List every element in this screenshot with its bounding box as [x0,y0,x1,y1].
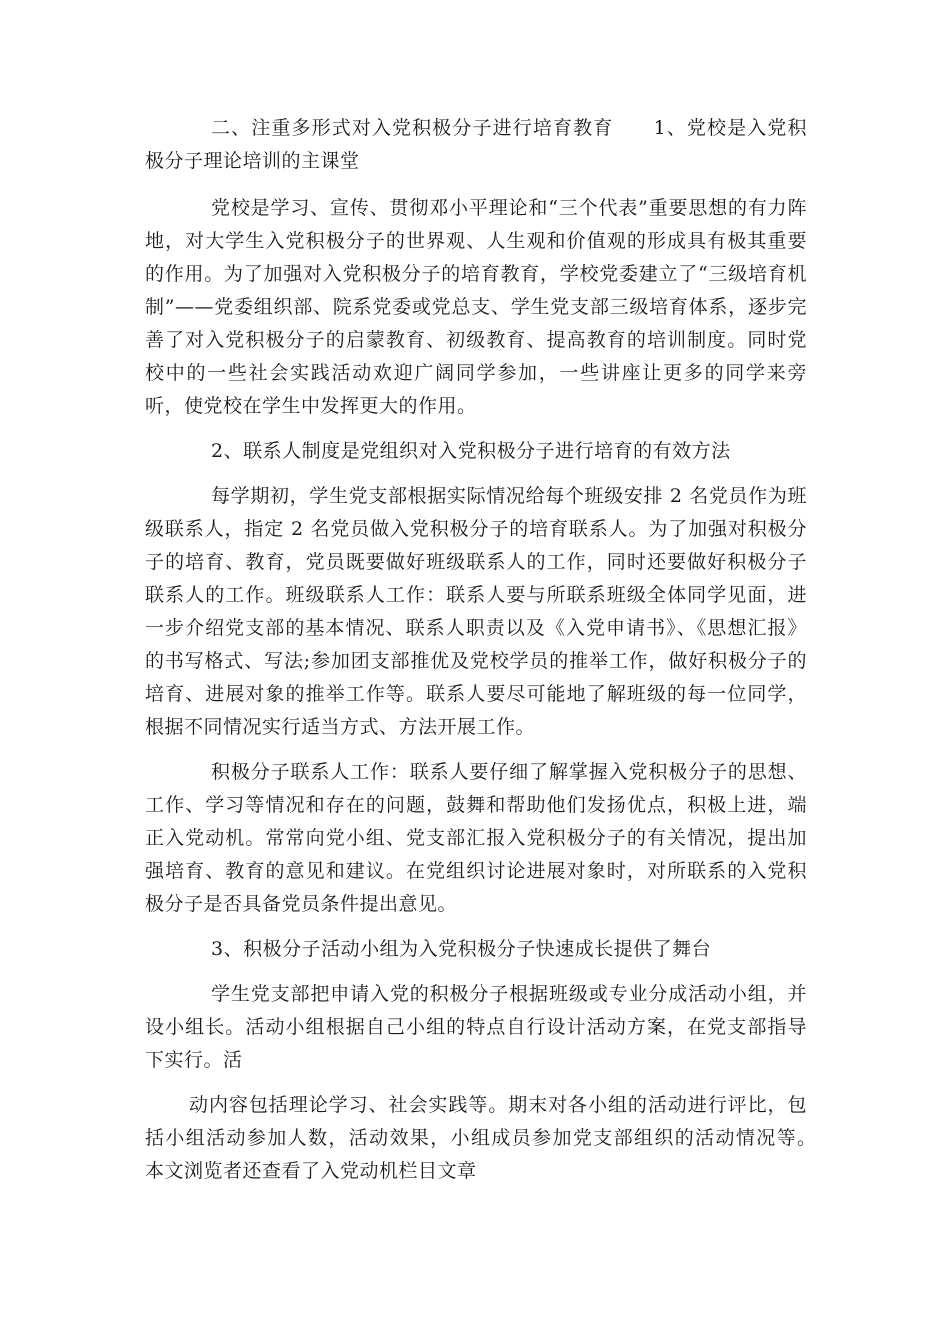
body-paragraph-activity-content: 动内容包括理论学习、社会实践等。期末对各小组的活动进行评比，包括小组活动参加人数，活动效果，小组成员参加党支部组织的活动情况等。 本文浏览者还查看了入党动机栏目文章 [145,1094,847,1182]
body-paragraph-activist-contact: 积极分子联系人工作：联系人要仔细了解掌握入党积极分子的思想、工作、学习等情况和存在的问题，鼓舞和帮助他们发扬优点，积极上进，端正入党动机。常常向党小组、党支部汇报入党积极分子的有关情况，提出加强培育、教育的意见和建议。在党组织讨论进展对象时，对所联系的入党积极分子是否具备党员条件提出意见。 [145,761,807,915]
document-body [145,112,847,1200]
body-paragraph-party-school: 党校是学习、宣传、贯彻邓小平理论和“三个代表”重要思想的有力阵地，对大学生入党积极分子的世界观、人生观和价值观的形成具有极其重要的作用。为了加强对入党积极分子的培育教育，学校党委建立了“三级培育机制”——党委组织部、院系党委或党总支、学生党支部三级培育体系，逐步完善了对入党积极分子的启蒙教育、初级教育、提高教育的培训制度。同时党校中的一些社会实践活动欢迎广阔同学参加，一些讲座让更多的同学来旁听，使党校在学生中发挥更大的作用。 [145,197,807,417]
subheading-contact-system: 2、联系人制度是党组织对入党积极分子进行培育的有效方法 [211,440,731,462]
subheading-activity-groups: 3、积极分子活动小组为入党积极分子快速成长提供了舞台 [211,938,712,960]
body-paragraph-activity-groups: 学生党支部把申请入党的积极分子根据班级或专业分成活动小组，并设小组长。活动小组根据自己小组的特点自行设计活动方案，在党支部指导下实行。活 [145,983,807,1071]
body-paragraph-class-contact: 每学期初，学生党支部根据实际情况给每个班级安排 2 名党员作为班级联系人，指定 2 名党员做入党积极分子的培育联系人。为了加强对积极分子的培育、教育，党员既要做好班级联系人的工作，同时还要做好积极分子联系人的工作。班级联系人工作：联系人要与所联系班级全体同学见面，进一步介绍党支部的基本情况、联系人职责以及《入党申请书》、《思想汇报》的书写格式、写法;参加团支部推优及党校学员的推举工作，做好积极分子的培育、进展对象的推举工作等。联系人要尽可能地了解班级的每一位同学，根据不同情况实行适当方式、方法开展工作。 [145,485,807,738]
section-heading-paragraph: 二、注重多形式对入党积极分子进行培育教育 1、党校是入党积极分子理论培训的主课堂 [145,117,807,172]
